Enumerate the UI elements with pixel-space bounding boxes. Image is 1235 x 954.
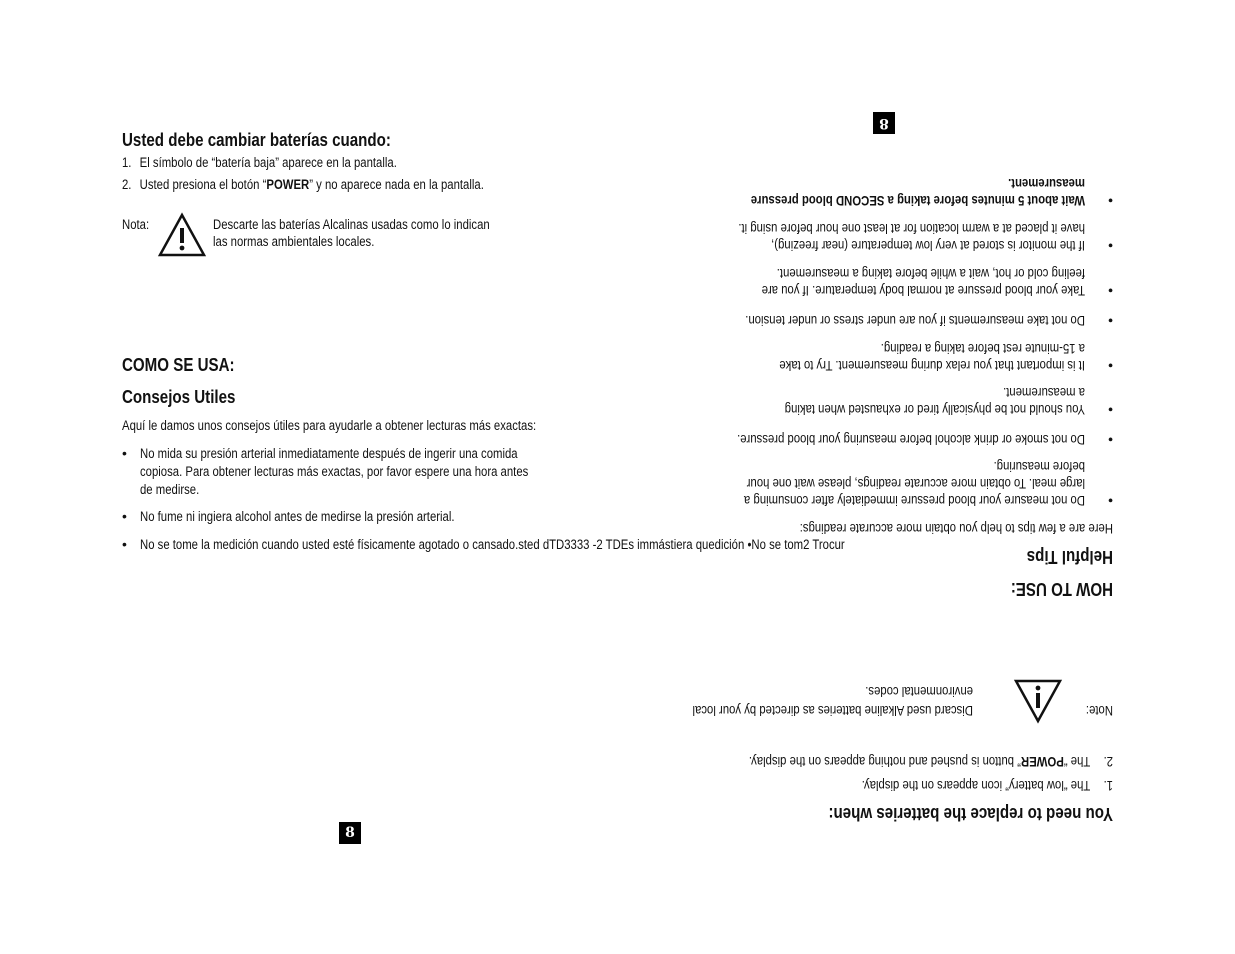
tip-4-line-2: a 15-minute rest before taking a reading. xyxy=(880,341,1085,356)
item-number: 1. xyxy=(122,155,132,170)
note-label: Note: xyxy=(1085,703,1113,718)
tip-1-line-3: de medirse. xyxy=(140,482,200,497)
tip-4-line-1: It is important that you relax during measurement. Try to take xyxy=(779,358,1085,373)
bullet: • xyxy=(122,508,127,524)
tip-1-line-3: before measuring. xyxy=(993,459,1085,474)
tip-6-line-1: Take your blood pressure at normal body temperature. If you are xyxy=(761,283,1085,298)
bullet: • xyxy=(1108,358,1113,374)
tip-1-line-1: Do not measure your blood pressure immediately after consuming a xyxy=(743,493,1085,508)
howto-heading: HOW TO USE: xyxy=(1010,579,1113,599)
power-label: POWER xyxy=(266,177,310,192)
bullet: • xyxy=(1108,283,1113,299)
bullet: • xyxy=(122,536,127,552)
item-text-post: ” y no aparece nada en la pantalla. xyxy=(309,177,484,192)
bullet: • xyxy=(122,445,127,461)
tips-intro: Aquí le damos unos consejos útiles para ayudarle a obtener lecturas más exactas: xyxy=(122,418,537,433)
battery-item-2 xyxy=(749,752,1113,770)
page-number-badge: 8 xyxy=(873,112,895,134)
tips-intro: Here are a few tips to help you obtain more accurate readings: xyxy=(799,521,1113,536)
tip-7-line-1: If the monitor is stored at very low temperature (near freezing), xyxy=(771,238,1085,253)
tip-6-line-2: feeling cold or hot, wait a while before taking a measurement. xyxy=(776,266,1085,281)
item-text-pre: The “ xyxy=(1063,754,1091,769)
power-label: POWER xyxy=(1020,754,1064,769)
battery-heading: You need to replace the batteries when: xyxy=(828,804,1113,824)
tip-5-line-1: Do not take measurements if you are under stress or under tension. xyxy=(745,313,1085,328)
tip-3-line-1: You should not be physically tired or exhausted when taking xyxy=(784,402,1085,417)
battery-item-1 xyxy=(862,776,1113,794)
warning-triangle-icon xyxy=(1013,678,1063,724)
tip-2-line-1: Do not smoke or drink alcohol before measuring your blood pressure. xyxy=(737,432,1085,447)
tip-8-line-1: Wait about 5 minutes before taking a SECOND blood pressure xyxy=(750,193,1085,208)
note-line-2: las normas ambientales locales. xyxy=(213,234,375,249)
tip-8-line-2: measurement. xyxy=(1008,176,1085,191)
howto-heading: COMO SE USA: xyxy=(122,355,235,375)
tip-3-line-2: a measurement. xyxy=(1003,385,1085,400)
item-number: 2. xyxy=(1103,754,1113,769)
tips-heading: Consejos Utiles xyxy=(122,387,236,407)
battery-heading: Usted debe cambiar baterías cuando: xyxy=(122,130,391,150)
bullet: • xyxy=(1108,313,1113,329)
tip-1-line-2: copiosa. Para obtener lecturas más exactas, por favor espere una hora antes xyxy=(140,464,529,479)
note-label: Nota: xyxy=(122,217,150,232)
item-text: El símbolo de “batería baja” aparece en la pantalla. xyxy=(139,155,397,170)
tip-3-line-1: No se tome la medición cuando usted esté físicamente agotado o cansado.sted dTD3333 -2 TDEs immástiera quedición •No se tom2 Trocur xyxy=(140,537,845,552)
tip-1-line-1: No mida su presión arterial inmediatamente después de ingerir una comida xyxy=(140,446,518,461)
item-text-post: ” button is pushed and nothing appears on the display. xyxy=(748,754,1021,769)
tip-7-line-2: have it placed at a warm location for at least one hour before using it. xyxy=(738,221,1085,236)
note-line-1: Descarte las baterías Alcalinas usadas como lo indican xyxy=(213,217,490,232)
tip-1-line-2: large meal. To obtain more accurate readings, please wait one hour xyxy=(746,476,1085,491)
bullet: • xyxy=(1108,493,1113,509)
item-text: The “low battery” icon appears on the display. xyxy=(861,778,1091,793)
bullet: • xyxy=(1108,193,1113,209)
note-line-2: environmental codes. xyxy=(865,684,973,699)
tip-2-line-1: No fume ni ingiera alcohol antes de medirse la presión arterial. xyxy=(140,509,455,524)
item-text-pre: Usted presiona el botón “ xyxy=(139,177,267,192)
page-number-badge: 8 xyxy=(339,822,361,844)
item-number: 1. xyxy=(1103,778,1113,793)
tips-heading: Helpful Tips xyxy=(1026,547,1113,567)
item-number: 2. xyxy=(122,177,132,192)
note-line-1: Discard used Alkaline batteries as directed by your local xyxy=(692,703,973,718)
bullet: • xyxy=(1108,238,1113,254)
bullet: • xyxy=(1108,432,1113,448)
bullet: • xyxy=(1108,402,1113,418)
